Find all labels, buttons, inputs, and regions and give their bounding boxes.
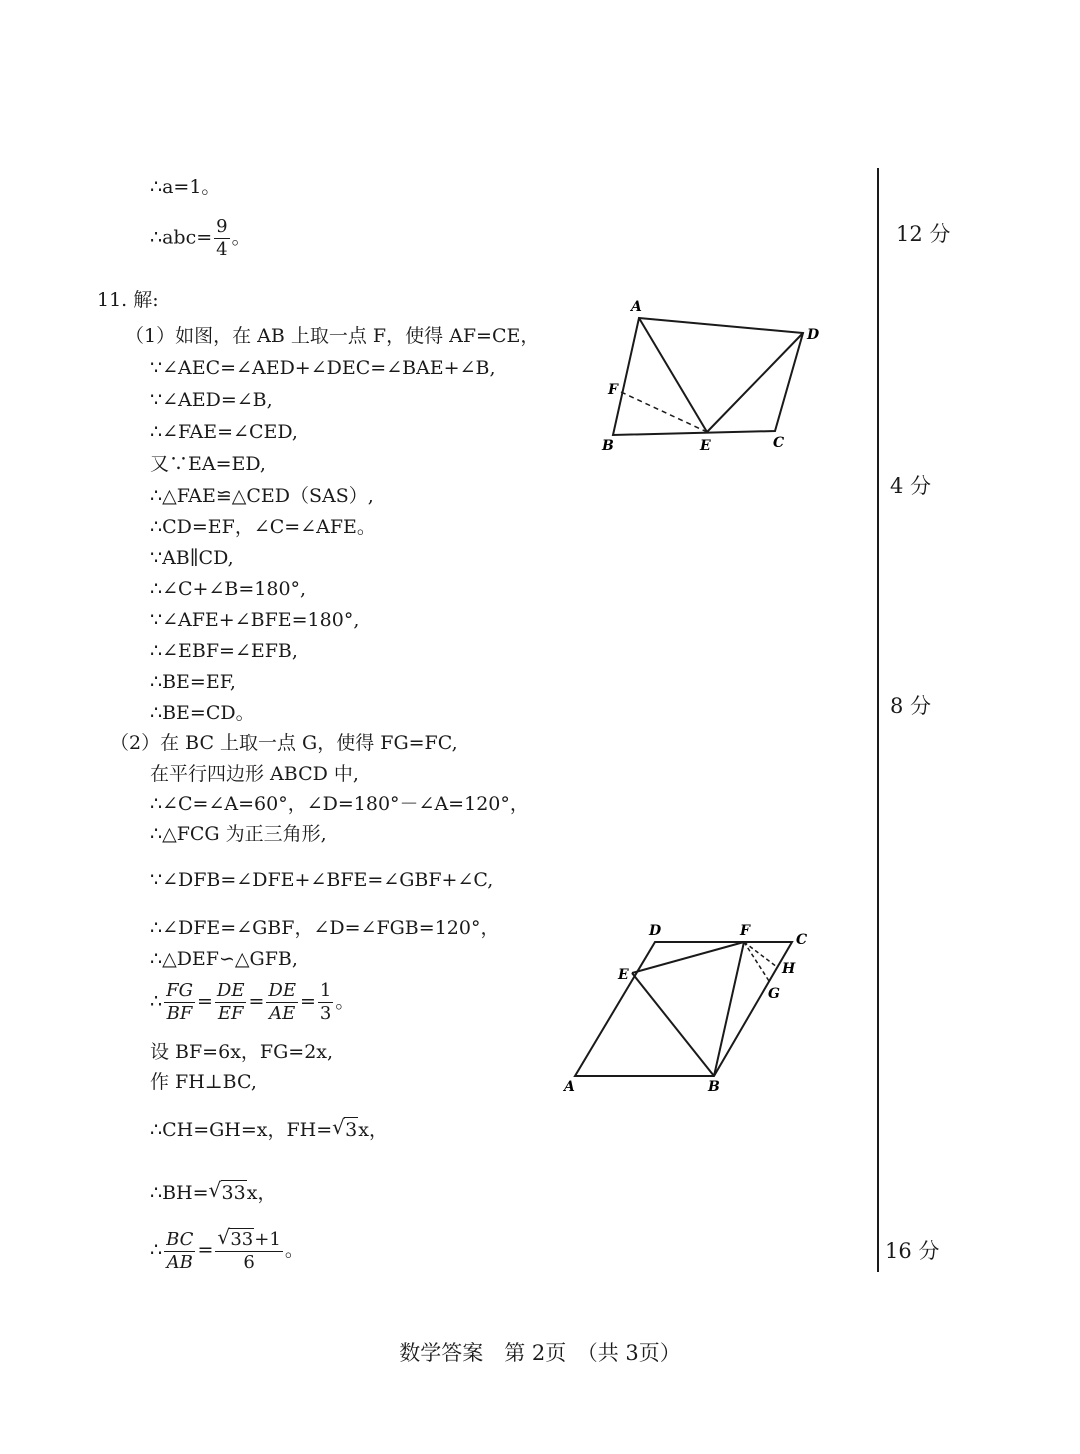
fraction-numerator — [215, 1228, 282, 1252]
page-footer: 数学答案 第 2页 （共 3页） — [399, 1341, 681, 1365]
final-answer-line — [150, 1228, 304, 1274]
sqrt-3 — [333, 1117, 358, 1142]
fraction-denominator: 6 — [243, 1252, 255, 1273]
fraction-numerator: BC — [166, 1228, 194, 1250]
fraction-9-4 — [214, 216, 229, 261]
part1-line-2: ∵∠AED=∠B, — [150, 389, 273, 411]
fig2-label-a: A — [564, 1079, 575, 1095]
part1-line-6: ∴CD=EF，∠C=∠AFE。 — [150, 516, 376, 538]
radicand: 3 — [345, 1119, 358, 1141]
fraction-numerator: DE — [216, 980, 245, 1001]
final-prefix: ∴ — [150, 1239, 163, 1261]
ch-line — [150, 1117, 388, 1142]
final-suffix: 。 — [284, 1239, 304, 1261]
part1-line-11: ∴BE=EF, — [150, 671, 236, 693]
part1-line-9: ∵∠AFE+∠BFE=180°, — [150, 609, 360, 631]
part1-line-12: ∴BE=CD。 — [150, 702, 255, 724]
fig1-label-b: B — [602, 438, 614, 454]
fraction-de-ae — [266, 980, 298, 1025]
fraction-1-3 — [318, 980, 333, 1025]
sqrt-33 — [210, 1180, 247, 1205]
line-abc-value — [150, 216, 251, 261]
score-16: 16 分 — [885, 1239, 940, 1263]
fraction-denominator: 3 — [319, 1003, 332, 1024]
part1-line-10: ∴∠EBF=∠EFB, — [150, 640, 298, 662]
part2-after-1: 作 FH⊥BC, — [150, 1071, 257, 1093]
ratio-prefix: ∴ — [150, 990, 163, 1013]
fraction-de-ef — [215, 980, 247, 1025]
fraction-denominator: BF — [166, 1003, 193, 1024]
fraction-denominator: EF — [217, 1003, 244, 1024]
fraction-numerator: FG — [166, 980, 193, 1001]
part2-line-0: （2）在 BC 上取一点 G，使得 FG=FC, — [110, 732, 458, 754]
score-12: 12 分 — [896, 222, 951, 246]
abc-prefix: ∴abc= — [150, 226, 213, 249]
plus-one: +1 — [254, 1229, 281, 1250]
question-11-heading: 11. 解: — [97, 289, 159, 311]
fig2-label-f: F — [740, 923, 750, 939]
fig2-label-h: H — [782, 961, 796, 977]
ch-prefix: ∴CH=GH=x，FH= — [150, 1119, 333, 1141]
part2-line-6: ∴△DEF∽△GFB, — [150, 948, 298, 970]
part2-line-4: ∵∠DFB=∠DFE+∠BFE=∠GBF+∠C, — [150, 869, 494, 891]
line-a-equals-1: ∴a=1。 — [150, 176, 221, 198]
bh-prefix: ∴BH= — [150, 1182, 209, 1204]
fig2-label-b: B — [708, 1079, 720, 1095]
fraction-bc-ab — [164, 1229, 195, 1274]
part1-line-4: 又∵EA=ED, — [150, 453, 266, 475]
part2-line-2: ∴∠C=∠A=60°，∠D=180°－∠A=120°， — [150, 793, 529, 815]
sqrt-33 — [218, 1228, 254, 1251]
part2-line-5: ∴∠DFE=∠GBF，∠D=∠FGB=120°， — [150, 917, 500, 939]
radicand: 33 — [221, 1182, 246, 1204]
fraction-rhs — [215, 1228, 282, 1274]
part2-line-1: 在平行四边形 ABCD 中, — [150, 763, 359, 785]
figure-1-parallelogram — [590, 295, 830, 460]
ch-suffix: x， — [358, 1119, 388, 1141]
bh-suffix: x， — [246, 1182, 277, 1204]
fig2-label-c: C — [796, 932, 808, 948]
fraction-fg-bf — [164, 980, 195, 1025]
radicand: 33 — [230, 1229, 254, 1250]
fig2-label-d: D — [649, 923, 662, 939]
fig1-label-c: C — [773, 435, 785, 451]
fraction-numerator: 9 — [216, 216, 228, 237]
fig2-label-e: E — [618, 967, 629, 983]
fig1-label-e: E — [700, 438, 711, 454]
fraction-denominator: 4 — [216, 239, 228, 260]
part1-line-3: ∴∠FAE=∠CED, — [150, 421, 298, 443]
part2-line-3: ∴△FCG 为正三角形, — [150, 823, 327, 845]
score-4: 4 分 — [890, 474, 932, 498]
score-8: 8 分 — [890, 694, 932, 718]
part2-after-0: 设 BF=6x，FG=2x, — [150, 1041, 334, 1063]
fraction-denominator: AB — [166, 1251, 193, 1273]
bh-line — [150, 1180, 276, 1205]
ratio-line — [150, 980, 354, 1025]
equals-sign: = — [299, 990, 316, 1013]
ratio-suffix: 。 — [335, 990, 355, 1013]
equals-sign: = — [248, 990, 265, 1013]
part1-line-8: ∴∠C+∠B=180°, — [150, 578, 307, 600]
fig2-label-g: G — [768, 986, 780, 1002]
score-column-rule — [877, 168, 879, 1272]
abc-suffix: 。 — [231, 226, 251, 249]
figure-2-parallelogram — [555, 915, 825, 1100]
fraction-numerator: DE — [268, 980, 296, 1001]
fig1-label-a: A — [631, 299, 642, 315]
part1-line-5: ∴△FAE≌△CED（SAS）, — [150, 485, 374, 507]
fraction-denominator: AE — [269, 1003, 296, 1024]
fig1-label-d: D — [807, 327, 820, 343]
equals-sign: = — [197, 1239, 214, 1261]
part1-line-7: ∵AB∥CD, — [150, 547, 234, 569]
part1-line-0: （1）如图，在 AB 上取一点 F，使得 AF=CE， — [125, 325, 540, 347]
part1-line-1: ∵∠AEC=∠AED+∠DEC=∠BAE+∠B, — [150, 357, 496, 379]
fig1-label-f: F — [608, 382, 618, 398]
fraction-numerator: 1 — [319, 980, 332, 1001]
equals-sign: = — [196, 990, 213, 1013]
